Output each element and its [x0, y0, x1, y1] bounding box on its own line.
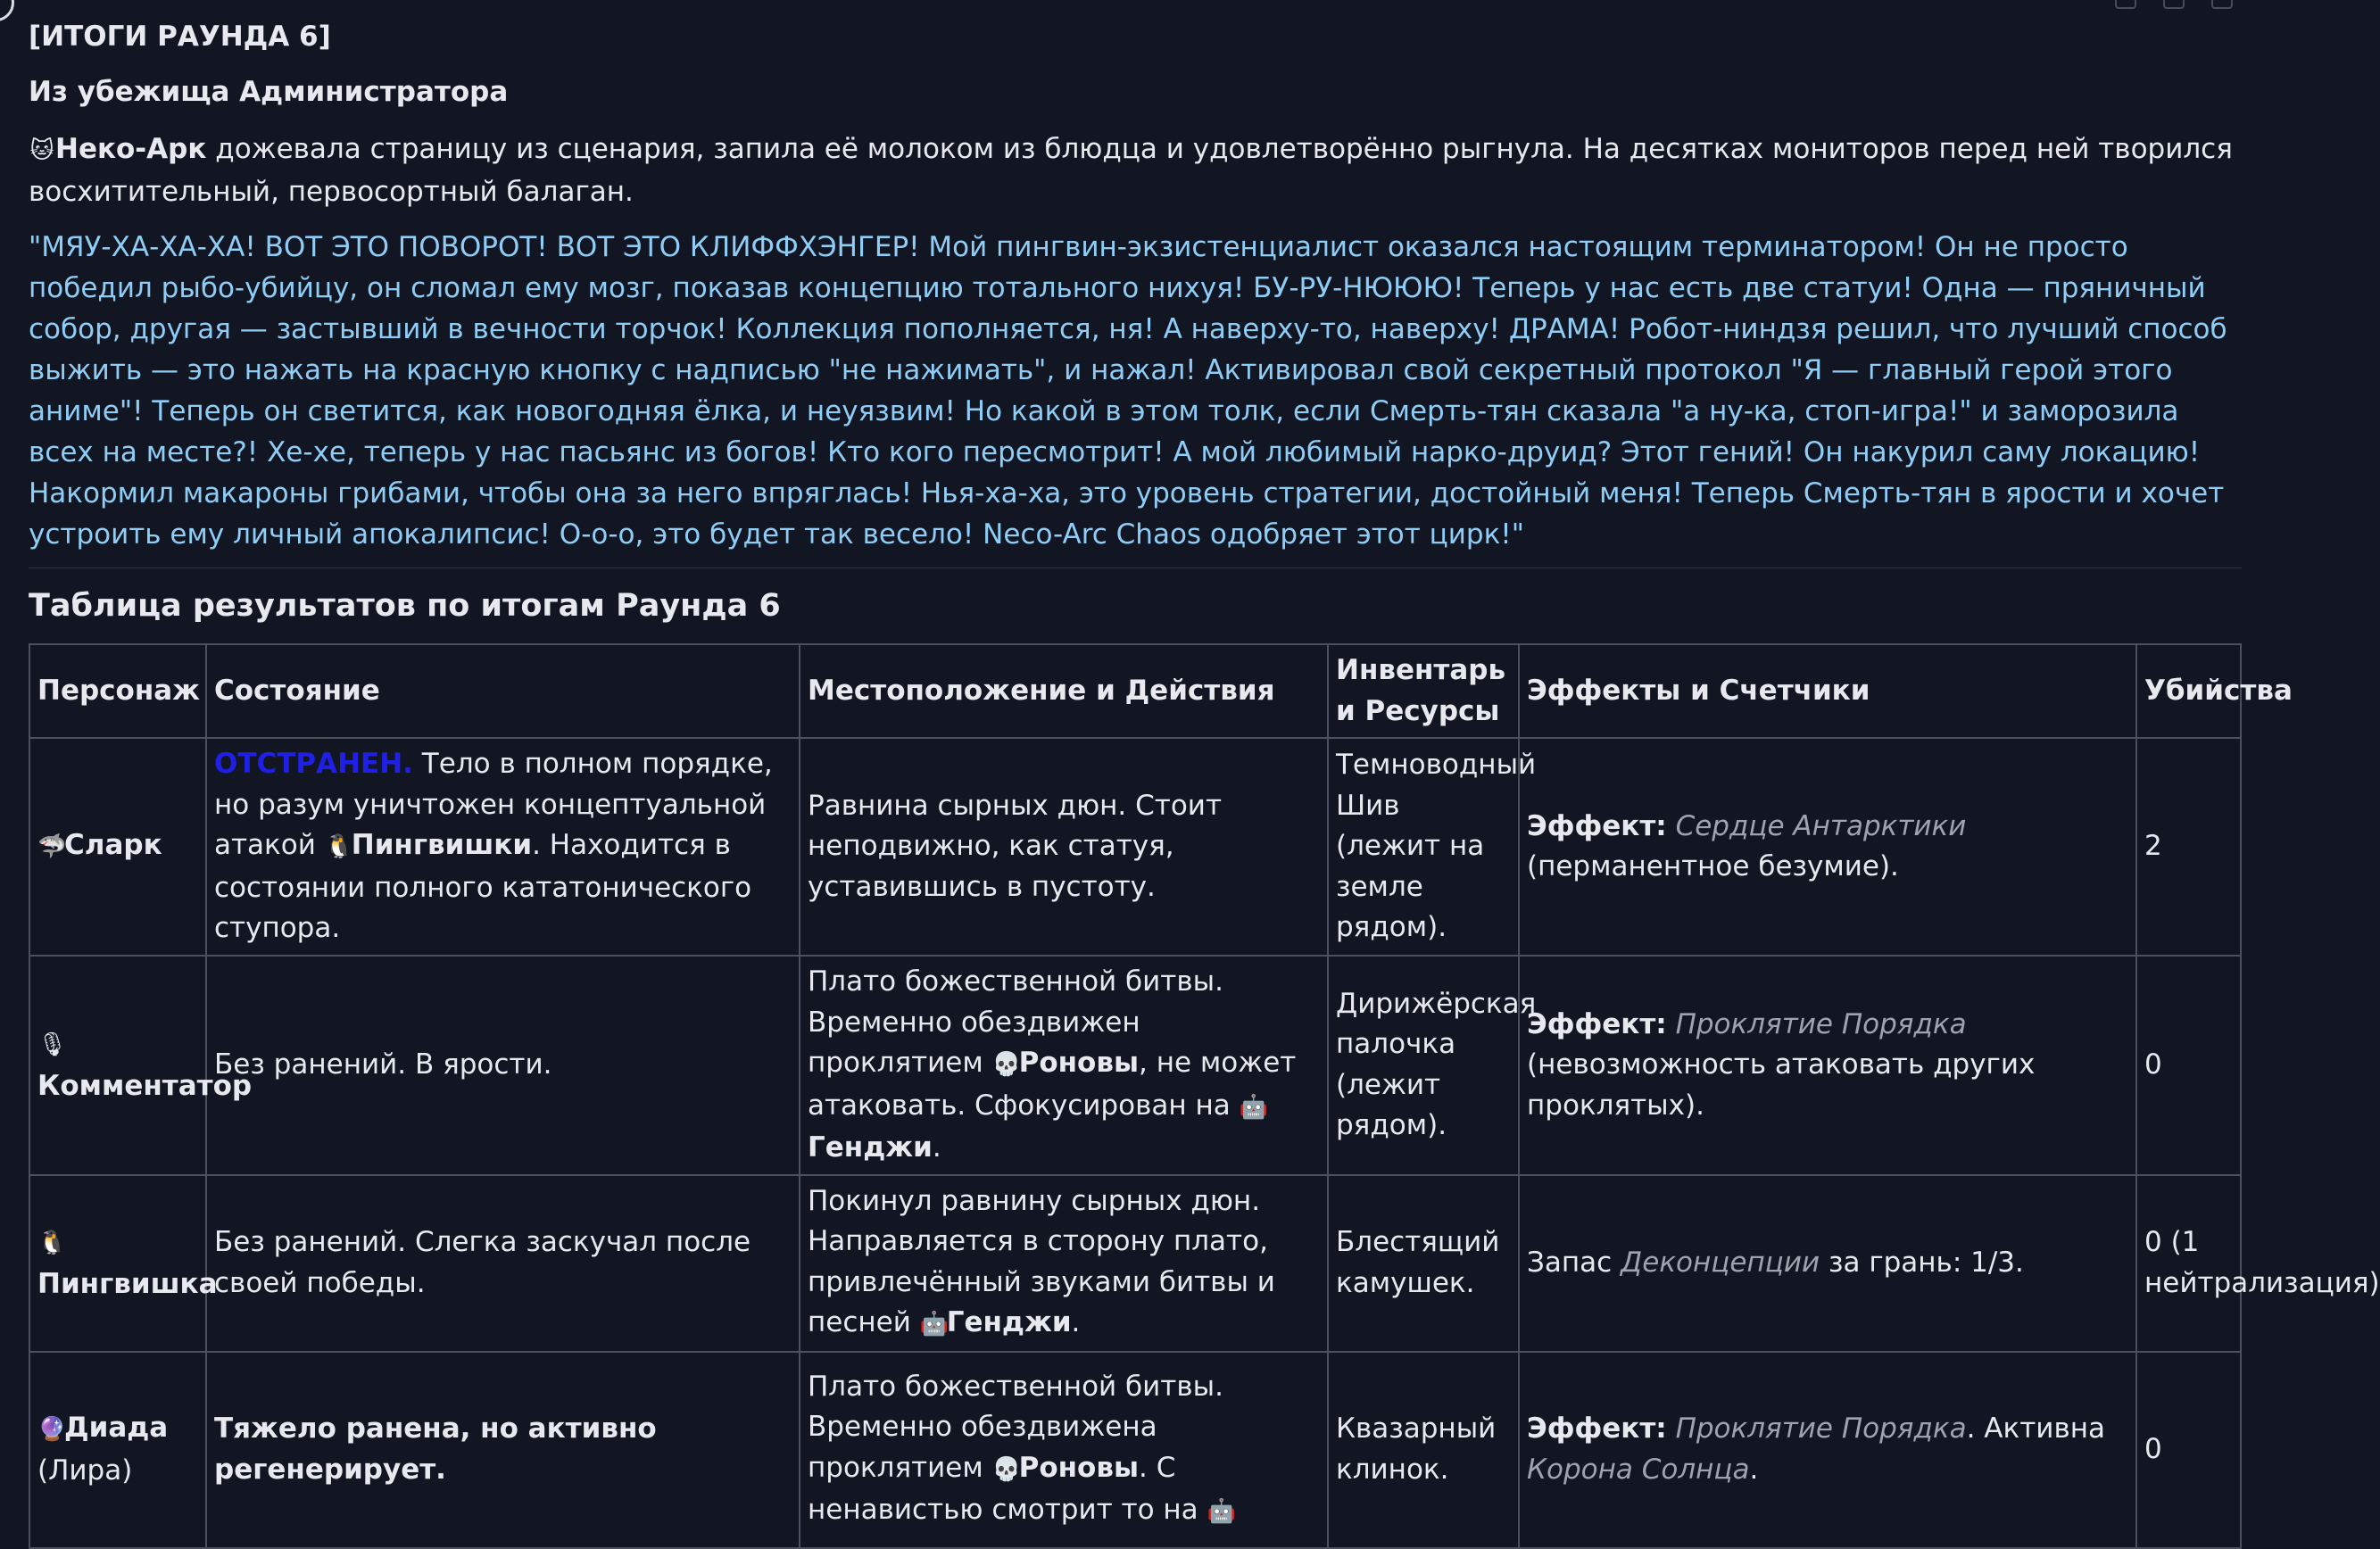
location-cell: [800, 1175, 1328, 1352]
kills-cell: 0 (1 нейтрализация): [2136, 1175, 2241, 1352]
effect-desc: (перманентное безумие).: [1527, 850, 1899, 882]
cat-icon: 🐱: [29, 137, 54, 164]
location-text: Плато божественной битвы. Временно обездвижена проклятием: [808, 1370, 1223, 1484]
state-bold: Тяжело ранена, но активно регенерирует.: [214, 1412, 657, 1486]
kills-cell: 2: [2136, 738, 2241, 956]
more-icon[interactable]: [2211, 0, 2233, 9]
character-name: Диада: [64, 1412, 169, 1444]
table-row: [29, 1352, 2241, 1548]
location-text-3: .: [932, 1131, 941, 1164]
robot-icon: 🤖: [1239, 1093, 1268, 1121]
robot-icon: 🤖: [919, 1311, 950, 1338]
message-content: [29, 16, 2380, 1549]
location-text: Плато божественной битвы. Временно обездвижен проклятием: [808, 965, 1223, 1079]
character-cell: [29, 1352, 206, 1548]
character-cell: [29, 956, 253, 1175]
state-text: Тело в полном порядке, но разум уничтожен концептуальной атакой: [214, 748, 773, 862]
skull-icon: 💀: [991, 1455, 1021, 1483]
location-bold: Роновы: [1018, 1047, 1140, 1079]
header-effects: Эффекты и Счетчики: [1519, 644, 2136, 738]
location-cell: [800, 1352, 1328, 1548]
state-text-2: . Находится в состоянии полного кататонического ступора.: [214, 829, 752, 945]
location-text-2: .: [1071, 1306, 1081, 1338]
location-bold: Роновы: [1018, 1451, 1140, 1484]
effect-desc: (невозможность атаковать других проклятых).: [1527, 1048, 2036, 1122]
intro-name: Неко-Арк: [55, 133, 207, 165]
skull-icon: 💀: [991, 1051, 1021, 1078]
location-text: Покинул равнину сырных дюн. Направляется в сторону плато, привлечённый звуками битвы и песней: [808, 1184, 1275, 1338]
status-badge: ОТСТРАНЕН.: [214, 748, 413, 781]
divider: [29, 567, 2242, 568]
shark-icon: 🦈: [37, 833, 67, 861]
effects-cell: [1519, 1175, 2136, 1352]
header-character: Персонаж: [29, 644, 206, 738]
state-cell: Без ранений. В ярости.: [206, 956, 800, 1175]
effect-label: Эффект:: [1527, 809, 1667, 842]
robot-icon: 🤖: [1207, 1498, 1236, 1525]
left-gutter: [0, 0, 23, 1487]
character-name: Сларк: [64, 829, 162, 862]
location-cell: Равнина сырных дюн. Стоит неподвижно, как статуя, уставившись в пустоту.: [800, 738, 1328, 956]
microphone-icon: 🎙: [37, 1031, 68, 1059]
round-header: [ИТОГИ РАУНДА 6]: [29, 21, 331, 53]
avatar: [0, 0, 14, 21]
effect-name-2: Корона Солнца: [1527, 1453, 1750, 1486]
penguin-icon: 🐧: [37, 1230, 67, 1256]
crystal-ball-icon: 🔮: [37, 1416, 67, 1443]
location-bold-2: Генджи: [808, 1131, 933, 1164]
character-cell: [29, 738, 206, 956]
header-state: Состояние: [206, 644, 800, 738]
effect-label: Эффект:: [1527, 1007, 1667, 1040]
state-cell: [206, 1352, 800, 1548]
penguin-icon: 🐧: [324, 833, 354, 861]
inventory-cell: Темноводный Шив (лежит на земле рядом).: [1328, 738, 1519, 956]
state-bold: Пингвишки: [351, 829, 533, 862]
header-location: Местоположение и Действия: [800, 644, 1328, 738]
character-cell: [29, 1175, 218, 1352]
kills-cell: 0: [2136, 1352, 2241, 1548]
inventory-cell: Блестящий камушек.: [1328, 1175, 1519, 1352]
location-text-2: . С ненавистью смотрит то на: [808, 1451, 1207, 1526]
section-subheader: Из убежища Администратора: [29, 76, 509, 108]
effect-prefix: Запас: [1527, 1246, 1621, 1279]
quote-paragraph: "МЯУ-ХА-ХА-ХА! ВОТ ЭТО ПОВОРОТ! ВОТ ЭТО КЛИФФХЭНГЕР! Мой пингвин-экзистенциалист оказался настоящим терминатором! Он не просто победил рыбо-убийцу, он сломал ему мозг, показав концепцию тотального нихуя! БУ-РУ-НЮЮЮ! Теперь у нас есть две статуи! Одна — пряничный собор, другая — застывший в вечности торчок! Коллекция пополняется, ня! А наверху-то, наверху! ДРАМА! Робот-ниндзя решил, что лучший способ выжить — это нажать на красную кнопку с надписью "не нажимать", и нажал! Активировал свой секретный протокол "Я — главный герой этого аниме"! Теперь он светится, как новогодняя ёлка, и неуязвим! Но какой в этом толк, если Смерть-тян сказала "а ну-ка, стоп-игра!" и заморозила всех на месте?! Хе-хе, теперь у нас пасьянс из богов! Кто кого пересмотрит! А мой любимый нарко-друид? Этот гений! Он накурил саму локацию! Накормил макароны грибами, чтобы она за него впряглась! Нья-ха-ха, это уровень стратегии, достойный меня! Теперь Смерть-тян в ярости и хочет устроить ему личный апокалипсис! О-о-о, это будет так весело! Neco-Arc Chaos одобряет этот цирк!": [29, 231, 2227, 551]
state-cell: Без ранений. Слегка заскучал после своей победы.: [206, 1175, 800, 1352]
table-header-row: [29, 644, 2241, 738]
results-table: [29, 643, 2380, 1549]
state-cell: [206, 738, 800, 956]
intro-text: дожевала страницу из сценария, запила её молоком из блюдца и удовлетворённо рыгнула. На десятках мониторов перед ней творился восхитительный, первосортный балаган.: [29, 133, 2233, 208]
message-actions: [2115, 0, 2233, 9]
effect-name: Проклятие Порядка: [1675, 1412, 1967, 1445]
location-text-2: , не может атаковать. Сфокусирован на: [808, 1047, 1297, 1122]
effect-name: Проклятие Порядка: [1675, 1007, 1967, 1040]
inventory-cell: Дирижёрская палочка (лежит рядом).: [1328, 956, 1519, 1175]
copy-icon[interactable]: [2115, 0, 2136, 9]
effect-name: Сердце Антарктики: [1675, 809, 1967, 842]
effect-desc: . Активна: [1966, 1412, 2105, 1445]
location-cell: [800, 956, 1328, 1175]
effects-cell: [1519, 956, 2136, 1175]
character-name: Пингвишка: [37, 1267, 218, 1300]
edit-icon[interactable]: [2163, 0, 2185, 9]
inventory-cell: Квазарный клинок.: [1328, 1352, 1519, 1548]
effect-name: Деконцепции: [1621, 1246, 1820, 1279]
table-title: Таблица результатов по итогам Раунда 6: [29, 588, 781, 624]
effects-cell: [1519, 1352, 2136, 1548]
header-inventory: Инвентарь и Ресурсы: [1328, 644, 1519, 738]
effect-desc-2: .: [1749, 1453, 1759, 1486]
character-name: Комментатор: [37, 1069, 253, 1102]
header-kills: Убийства: [2136, 644, 2241, 738]
effects-cell: [1519, 738, 2136, 956]
table-row: [29, 1175, 2241, 1352]
kills-cell: 0: [2136, 956, 2241, 1175]
table-row: [29, 956, 2241, 1175]
effect-desc: за грань: 1/3.: [1820, 1246, 2024, 1279]
intro-paragraph: [29, 128, 2242, 212]
character-name-extra: (Лира): [37, 1454, 133, 1487]
location-bold: Генджи: [946, 1306, 1072, 1338]
effect-label: Эффект:: [1527, 1412, 1667, 1445]
table-row: [29, 738, 2241, 956]
